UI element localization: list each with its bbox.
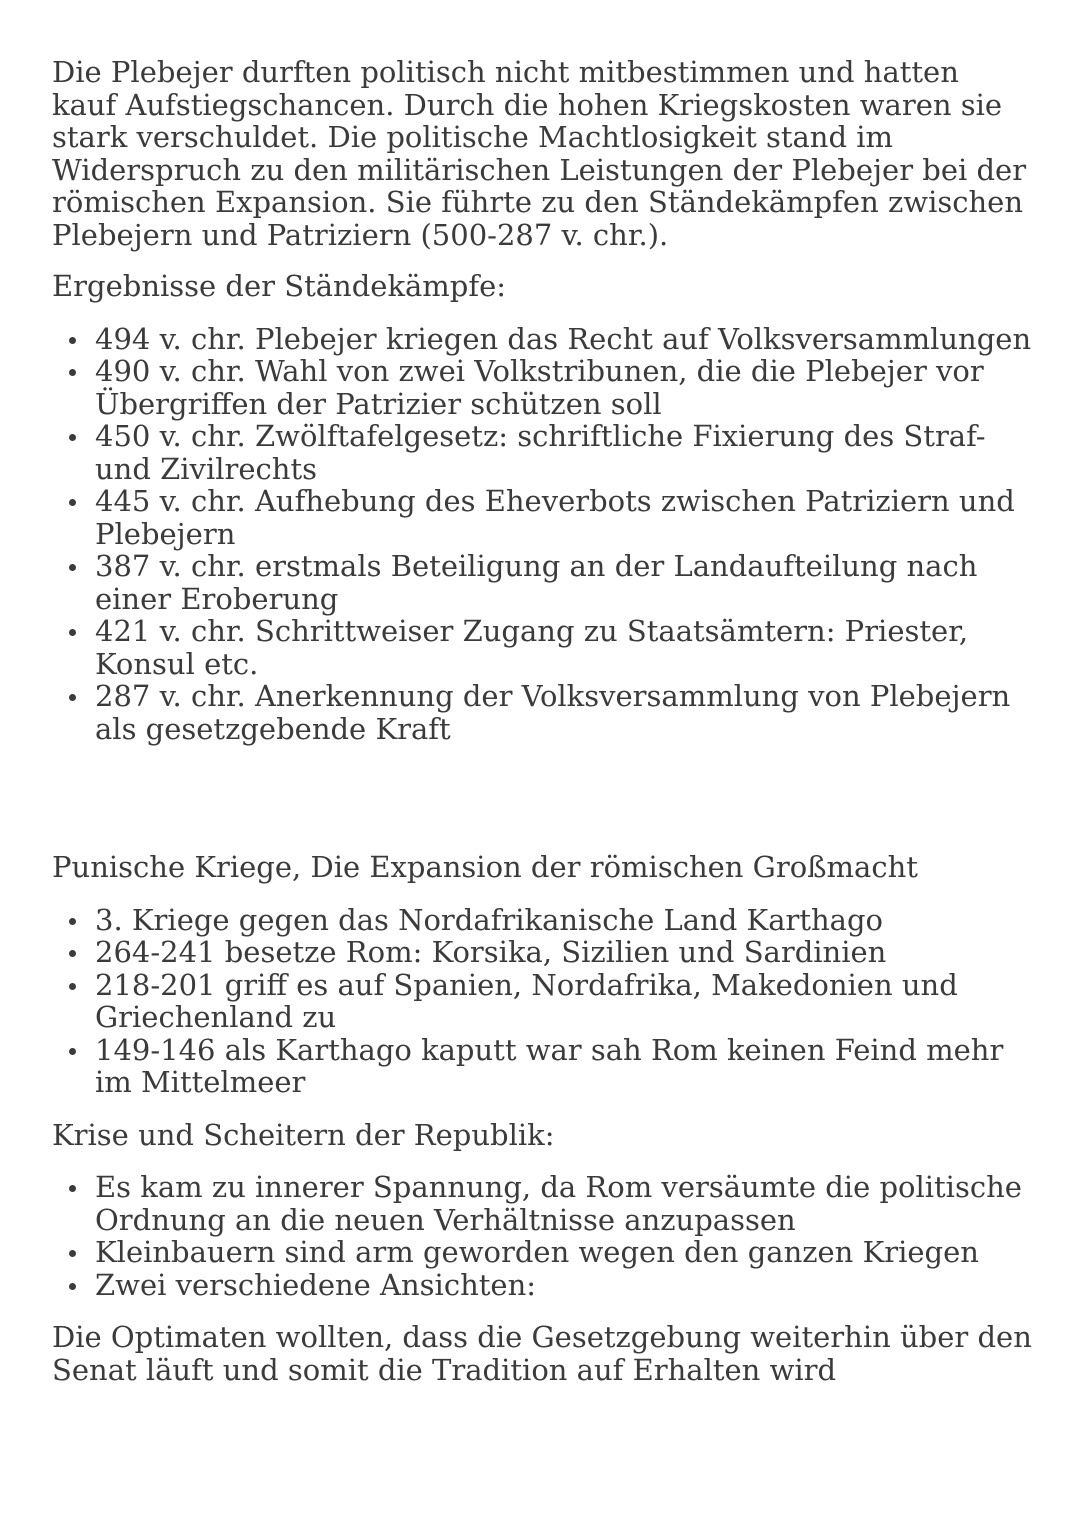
list-item: 490 v. chr. Wahl von zwei Volkstribunen, die die Plebejer vor Übergriffen der Patrizier schützen soll <box>52 355 1032 420</box>
list-item: 421 v. chr. Schrittweiser Zugang zu Staatsämtern: Priester, Konsul etc. <box>52 615 1032 680</box>
intro-paragraph: Die Plebejer durften politisch nicht mitbestimmen und hatten kauf Aufstiegschancen. Durch die hohen Kriegskosten waren sie stark verschuldet. Die politische Machtlosigkeit stand im Widerspruch zu den militärischen Leistungen der Plebejer bei der römischen Expansion. Sie führte zu den Ständekämpfen zwischen Plebejern und Patriziern (500-287 v. chr.). <box>52 55 1027 252</box>
bullet-list-punische-kriege <box>52 904 1032 1099</box>
list-item: 494 v. chr. Plebejer kriegen das Recht auf Volksversammlungen <box>52 323 1032 356</box>
list-item: 287 v. chr. Anerkennung der Volksversammlung von Plebejern als gesetzgebende Kraft <box>52 680 1032 745</box>
list-item: Es kam zu innerer Spannung, da Rom versäumte die politische Ordnung an die neuen Verhältnisse anzupassen <box>52 1171 1032 1236</box>
section-heading-staendekaempfe: Ergebnisse der Ständekämpfe: <box>52 269 507 303</box>
closing-paragraph: Die Optimaten wollten, dass die Gesetzgebung weiterhin über den Senat läuft und somit die Tradition auf Erhalten wird <box>52 1320 1032 1387</box>
list-item: Zwei verschiedene Ansichten: <box>52 1269 1032 1302</box>
list-item: 445 v. chr. Aufhebung des Eheverbots zwischen Patriziern und Plebejern <box>52 485 1032 550</box>
list-item: 3. Kriege gegen das Nordafrikanische Land Karthago <box>52 904 1032 937</box>
bullet-list-staendekaempfe <box>52 323 1032 746</box>
list-item: Kleinbauern sind arm geworden wegen den ganzen Kriegen <box>52 1236 1032 1269</box>
list-item: 264-241 besetze Rom: Korsika, Sizilien und Sardinien <box>52 936 1032 969</box>
list-item: 450 v. chr. Zwölftafelgesetz: schriftliche Fixierung des Straf- und Zivilrechts <box>52 420 1032 485</box>
list-item: 387 v. chr. erstmals Beteiligung an der Landaufteilung nach einer Eroberung <box>52 550 1032 615</box>
section-heading-punische-kriege: Punische Kriege, Die Expansion der römischen Großmacht <box>52 850 918 884</box>
bullet-list-krise-republik <box>52 1171 1032 1301</box>
list-item: 149-146 als Karthago kaputt war sah Rom keinen Feind mehr im Mittelmeer <box>52 1034 1032 1099</box>
document-page <box>52 56 1032 1386</box>
list-item: 218-201 griff es auf Spanien, Nordafrika, Makedonien und Griechenland zu <box>52 969 1032 1034</box>
section-heading-krise-republik: Krise und Scheitern der Republik: <box>52 1117 555 1152</box>
